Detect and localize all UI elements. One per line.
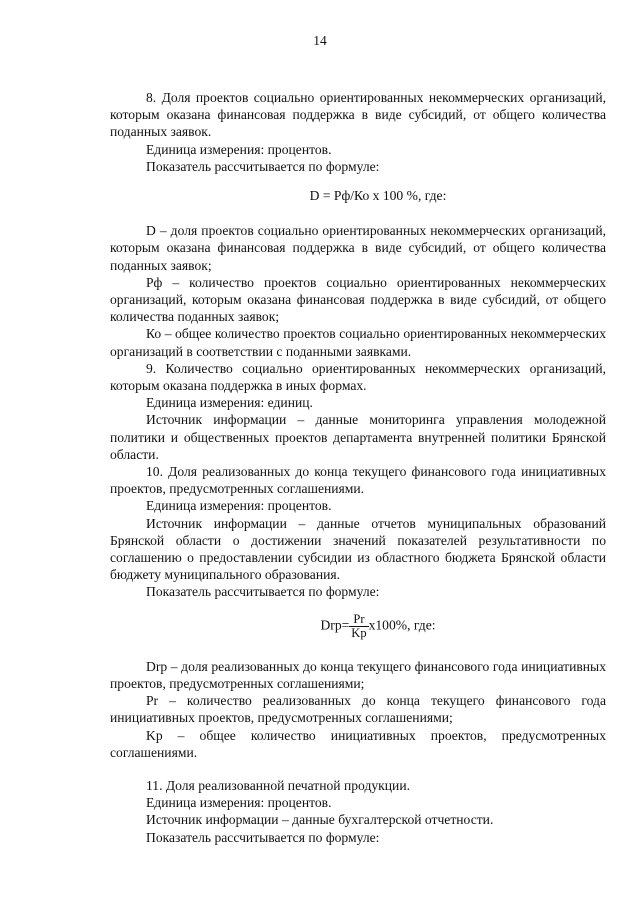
spacer [110, 761, 606, 777]
formula-drp-rhs: x100%, где: [368, 617, 436, 633]
item-8-title: 8. Доля проектов социально ориентированных некоммерческих организаций, которым оказана финансовая поддержка в виде субсидий, от общего количества поданных заявок. [110, 90, 606, 140]
item-8-unit: Единица измерения: процентов. [146, 141, 332, 157]
definition-d: D – доля проектов социально ориентированных некоммерческих организаций, которым оказана финансовая поддержка в виде субсидий, от общего количества поданных заявок; [110, 223, 606, 273]
page-number: 14 [313, 33, 327, 48]
formula-drp [110, 613, 606, 640]
definition-drp: Drp – доля реализованных до конца текущего финансового года инициативных проектов, предусмотренных соглашениями; [110, 658, 606, 691]
item-11-unit: Единица измерения: процентов. [146, 795, 332, 811]
document-body [110, 89, 606, 846]
item-9-unit: Единица измерения: единиц. [146, 395, 313, 411]
item-10-unit: Единица измерения: процентов. [146, 498, 332, 514]
item-11-formula-intro: Показатель рассчитывается по формуле: [146, 829, 380, 845]
item-10-formula-intro: Показатель рассчитывается по формуле: [146, 584, 380, 600]
formula-drp-numerator: Pr [349, 613, 368, 627]
item-11-source: Источник информации – данные бухгалтерской отчетности. [146, 812, 494, 828]
definition-pr: Pr – количество реализованных до конца текущего финансового года инициативных проектов, предусмотренных соглашениями; [110, 693, 606, 726]
definition-ko: Ко – общее количество проектов социально ориентированных некоммерческих организаций в соответствии с поданными заявками. [110, 326, 606, 359]
definition-kp: Kp – общее количество инициативных проектов, предусмотренных соглашениями. [110, 727, 606, 760]
item-8-formula-intro: Показатель рассчитывается по формуле: [146, 158, 380, 174]
formula-d: D = Рф/Ко х 100 %, где: [309, 188, 447, 204]
formula-drp-lhs: Drp= [320, 617, 350, 633]
definition-rf: Рф – количество проектов социально ориентированных некоммерческих организаций, которым оказана финансовая поддержка в виде субсидий, от общего количества поданных заявок; [110, 274, 606, 325]
item-9-title: 9. Количество социально ориентированных некоммерческих организаций, которым оказана поддержка в иных формах. [110, 360, 606, 394]
item-9-source: Источник информации – данные мониторинга управления молодежной политики и общественных проектов департамента внутренней политики Брянской области. [110, 412, 606, 462]
item-10-title: 10. Доля реализованных до конца текущего финансового года инициативных проектов, предусмотренных соглашениями. [110, 464, 606, 497]
item-11-title: 11. Доля реализованной печатной продукции. [146, 777, 410, 793]
formula-drp-denominator: Kp [351, 625, 367, 640]
item-10-source: Источник информации – данные отчетов муниципальных образований Брянской области о достижении значений показателей результативности по соглашению о предоставлении субсидии из областного бюджета Брянской области бюджету муниципального образования. [110, 515, 606, 583]
formula-drp-fraction [349, 613, 368, 640]
